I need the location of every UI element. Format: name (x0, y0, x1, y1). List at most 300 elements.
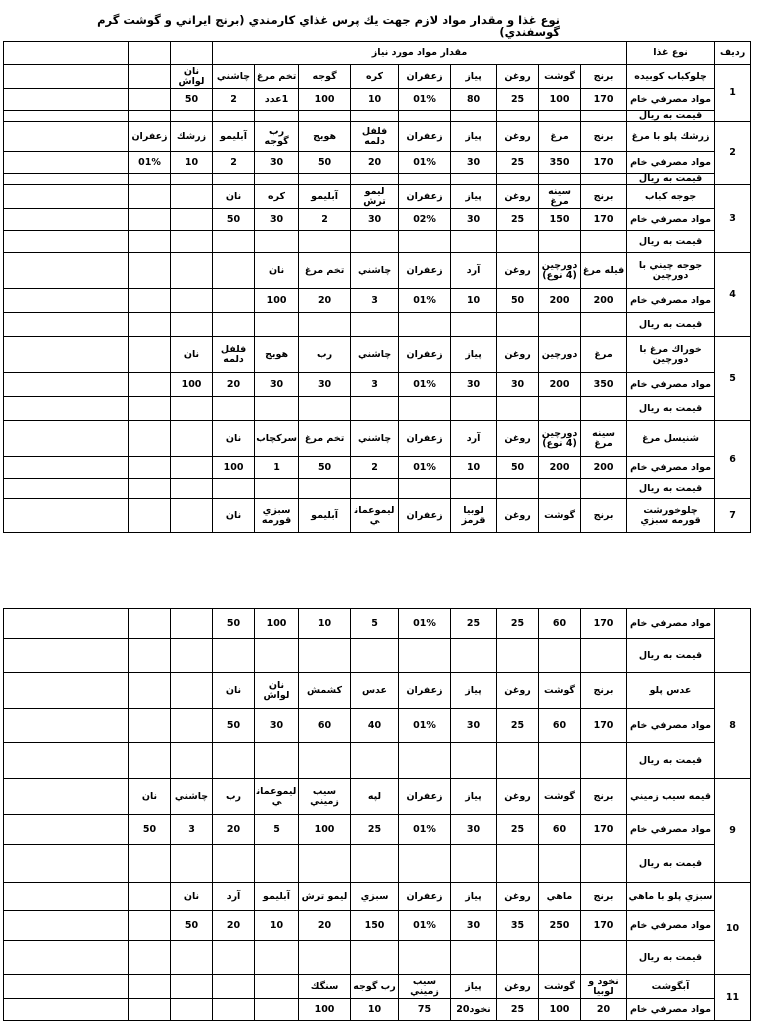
price-cell (4, 743, 129, 779)
price-row (4, 479, 751, 499)
food-name: سبزي پلو با ماهي (627, 883, 715, 911)
ingredient-quantity (129, 209, 171, 231)
ingredient-quantity: 01% (129, 152, 171, 174)
ingredient-quantity (4, 815, 129, 845)
ingredient-name (4, 337, 129, 373)
price-cell (539, 743, 581, 779)
ingredient-name: كره (255, 185, 299, 209)
price-label: قيمت به ريال (627, 743, 715, 779)
price-cell (539, 313, 581, 337)
ingredient-name: زعفران (399, 499, 451, 533)
price-cell (581, 111, 627, 122)
ingredient-name: روغن (497, 122, 539, 152)
price-cell (129, 313, 171, 337)
ingredient-quantity (171, 709, 213, 743)
ingredient-quantity: 60 (539, 815, 581, 845)
ingredient-name: گوشت (539, 65, 581, 89)
ingredient-quantity: 30 (451, 911, 497, 941)
price-cell (351, 743, 399, 779)
ingredient-quantity: 30 (497, 373, 539, 397)
price-label: قيمت به ريال (627, 479, 715, 499)
price-cell (451, 313, 497, 337)
ingredient-quantity: 50 (299, 152, 351, 174)
ingredient-quantity: 100 (255, 289, 299, 313)
ingredient-name: رب گوجه (351, 975, 399, 999)
ingredient-name: روغن (497, 337, 539, 373)
price-cell (299, 941, 351, 975)
price-cell (451, 845, 497, 883)
ingredient-name: رب گوجه (255, 122, 299, 152)
ingredient-name: زعفران (399, 65, 451, 89)
ingredient-quantity: 20 (581, 999, 627, 1021)
price-cell (497, 941, 539, 975)
ingredient-quantity: 100 (213, 457, 255, 479)
price-cell (299, 397, 351, 421)
price-cell (497, 111, 539, 122)
price-cell (581, 639, 627, 673)
ingredients-row (4, 975, 751, 999)
price-cell (581, 174, 627, 185)
ingredient-name: برنج (581, 673, 627, 709)
price-cell (299, 743, 351, 779)
ingredient-name (129, 673, 171, 709)
quantity-row (4, 89, 751, 111)
price-cell (351, 941, 399, 975)
quantity-row (4, 457, 751, 479)
price-label: قيمت به ريال (627, 639, 715, 673)
price-cell (299, 639, 351, 673)
price-cell (351, 313, 399, 337)
ingredient-name: دورچين (4 نوع) (539, 253, 581, 289)
ingredient-quantity: 150 (351, 911, 399, 941)
ingredient-name: گوشت (539, 779, 581, 815)
price-cell (451, 941, 497, 975)
raw-materials-label: مواد مصرفي خام (627, 999, 715, 1021)
ingredient-name: نان (255, 253, 299, 289)
raw-materials-label: مواد مصرفي خام (627, 89, 715, 111)
ingredient-name: سبزي (351, 883, 399, 911)
quantity-row (4, 373, 751, 397)
price-cell (255, 743, 299, 779)
price-cell (497, 231, 539, 253)
price-cell (539, 397, 581, 421)
raw-materials-label: مواد مصرفي خام (627, 289, 715, 313)
ingredient-quantity: 20 (299, 911, 351, 941)
price-cell (171, 111, 213, 122)
ingredients-row (4, 185, 751, 209)
ingredient-name: برنج (581, 883, 627, 911)
raw-materials-label: مواد مصرفي خام (627, 209, 715, 231)
price-cell (539, 479, 581, 499)
quantity-row (4, 209, 751, 231)
price-cell (351, 111, 399, 122)
price-row (4, 743, 751, 779)
row-number (715, 609, 751, 673)
price-cell (299, 479, 351, 499)
ingredient-quantity: 25 (451, 609, 497, 639)
ingredient-name (4, 673, 129, 709)
price-row (4, 941, 751, 975)
ingredient-quantity: 50 (213, 709, 255, 743)
row-number: 5 (715, 337, 751, 421)
ingredient-name: نان لواش (171, 65, 213, 89)
ingredient-name: گوشت (539, 673, 581, 709)
price-cell (497, 639, 539, 673)
ingredient-name: پياز (451, 122, 497, 152)
ingredient-quantity (171, 289, 213, 313)
ingredient-name: روغن (497, 975, 539, 999)
price-cell (497, 397, 539, 421)
price-cell (539, 111, 581, 122)
ingredient-name: چاشني (351, 253, 399, 289)
ingredient-quantity: 100 (299, 815, 351, 845)
price-cell (399, 313, 451, 337)
price-cell (213, 845, 255, 883)
ingredient-name (213, 253, 255, 289)
ingredient-quantity: 5 (255, 815, 299, 845)
price-cell (581, 941, 627, 975)
price-cell (451, 174, 497, 185)
ingredient-quantity: 170 (581, 89, 627, 111)
food-name: چلوخورشت قورمه سبزي (627, 499, 715, 533)
ingredient-name: لپه (351, 779, 399, 815)
food-name: آبگوشت (627, 975, 715, 999)
price-cell (129, 397, 171, 421)
ingredient-name: ليمو ترش (351, 185, 399, 209)
ingredient-name: كشمش (299, 673, 351, 709)
ingredients-row (4, 421, 751, 457)
ingredient-quantity: 25 (497, 152, 539, 174)
raw-materials-label: مواد مصرفي خام (627, 457, 715, 479)
price-cell (213, 639, 255, 673)
ingredient-name: رب (213, 779, 255, 815)
ingredient-quantity (171, 609, 213, 639)
price-cell (299, 174, 351, 185)
price-label: قيمت به ريال (627, 231, 715, 253)
row-number: 6 (715, 421, 751, 499)
ingredients-row (4, 883, 751, 911)
raw-materials-label: مواد مصرفي خام (627, 911, 715, 941)
ingredient-name: برنج (581, 779, 627, 815)
ingredient-name: زعفران (129, 122, 171, 152)
price-cell (539, 639, 581, 673)
price-cell (581, 231, 627, 253)
ingredient-quantity (129, 911, 171, 941)
ingredient-name: روغن (497, 499, 539, 533)
ingredient-name: آبليمو (299, 499, 351, 533)
quantity-row (4, 999, 751, 1021)
ingredient-quantity (171, 209, 213, 231)
ingredient-name: روغن (497, 185, 539, 209)
ingredient-name (129, 499, 171, 533)
ingredient-quantity: 25 (497, 709, 539, 743)
price-row (4, 639, 751, 673)
price-cell (451, 639, 497, 673)
ingredient-quantity: 1 (255, 457, 299, 479)
food-name: جوجه چيني با دورچين (627, 253, 715, 289)
ingredient-name: گوجه (299, 65, 351, 89)
ingredient-name: آبليمو (255, 883, 299, 911)
ingredient-quantity: 100 (539, 999, 581, 1021)
raw-materials-label: مواد مصرفي خام (627, 152, 715, 174)
ingredient-name: پياز (451, 185, 497, 209)
price-cell (497, 479, 539, 499)
ingredient-name: روغن (497, 673, 539, 709)
ingredient-quantity: 30 (451, 709, 497, 743)
price-cell (171, 639, 213, 673)
row-number: 9 (715, 779, 751, 883)
ingredient-name (129, 883, 171, 911)
price-cell (213, 397, 255, 421)
ingredients-row (4, 122, 751, 152)
ingredient-name (171, 975, 213, 999)
price-cell (451, 743, 497, 779)
price-cell (255, 111, 299, 122)
price-cell (351, 639, 399, 673)
price-cell (399, 397, 451, 421)
ingredient-name: سيب زميني (399, 975, 451, 999)
ingredient-name: پياز (451, 337, 497, 373)
ingredient-name: نان لواش (255, 673, 299, 709)
ingredient-quantity: 50 (497, 457, 539, 479)
ingredient-quantity (4, 609, 129, 639)
ingredient-quantity: 01% (399, 457, 451, 479)
ingredient-quantity: 200 (539, 289, 581, 313)
ingredient-name: نان (213, 421, 255, 457)
ingredient-name (213, 975, 255, 999)
ingredient-name: پياز (451, 779, 497, 815)
food-name: قيمه سيب زميني (627, 779, 715, 815)
ingredient-quantity (129, 89, 171, 111)
price-row (4, 313, 751, 337)
ingredient-name: دورچين (539, 337, 581, 373)
ingredient-quantity: 25 (497, 209, 539, 231)
price-cell (213, 111, 255, 122)
ingredient-quantity: 250 (539, 911, 581, 941)
ingredient-quantity (213, 289, 255, 313)
ingredient-name: برنج (581, 65, 627, 89)
ingredient-quantity: 2 (351, 457, 399, 479)
price-cell (129, 174, 171, 185)
price-cell (539, 231, 581, 253)
price-cell (351, 479, 399, 499)
ingredient-quantity: 80 (451, 89, 497, 111)
price-cell (581, 845, 627, 883)
row-number: 3 (715, 185, 751, 253)
ingredient-quantity (4, 373, 129, 397)
ingredient-name: زعفران (399, 185, 451, 209)
price-row (4, 174, 751, 185)
ingredient-name: هويج (255, 337, 299, 373)
price-label: قيمت به ريال (627, 111, 715, 122)
ingredient-name: مرغ (539, 122, 581, 152)
food-name: عدس پلو (627, 673, 715, 709)
ingredient-name: روغن (497, 779, 539, 815)
price-row (4, 397, 751, 421)
ingredient-name: نان (213, 673, 255, 709)
ingredient-name: دورچين (4 نوع) (539, 421, 581, 457)
ingredient-name: آرد (451, 253, 497, 289)
ingredient-quantity: 25 (497, 815, 539, 845)
ingredient-quantity (4, 152, 129, 174)
ingredient-quantity: 10 (299, 609, 351, 639)
ingredient-quantity (4, 999, 129, 1021)
ingredient-name: سيب زميني (299, 779, 351, 815)
ingredient-name (255, 975, 299, 999)
ingredient-name (4, 253, 129, 289)
price-cell (255, 639, 299, 673)
ingredient-quantity: 01% (399, 609, 451, 639)
quantity-row (4, 152, 751, 174)
price-cell (129, 941, 171, 975)
quantity-row (4, 709, 751, 743)
ingredient-quantity: 170 (581, 815, 627, 845)
ingredient-name (4, 122, 129, 152)
ingredient-quantity: 2 (213, 152, 255, 174)
ingredient-quantity (129, 999, 171, 1021)
ingredient-name: سينه مرغ (581, 421, 627, 457)
price-cell (213, 174, 255, 185)
price-cell (581, 397, 627, 421)
ingredient-name (4, 185, 129, 209)
ingredient-name: لوبيا قرمز (451, 499, 497, 533)
ingredient-quantity: 01% (399, 289, 451, 313)
ingredient-quantity: 30 (255, 709, 299, 743)
row-number: 7 (715, 499, 751, 533)
ingredient-name (129, 185, 171, 209)
price-cell (539, 845, 581, 883)
ingredient-name: نخود و لوبيا (581, 975, 627, 999)
ingredient-quantity: 20 (213, 911, 255, 941)
ingredient-quantity: 20 (213, 373, 255, 397)
ingredient-quantity: 100 (255, 609, 299, 639)
ingredient-quantity (255, 999, 299, 1021)
ingredient-quantity: 1عدد (255, 89, 299, 111)
price-cell (299, 231, 351, 253)
ingredient-name: هويج (299, 122, 351, 152)
row-number: 1 (715, 65, 751, 122)
ingredient-name: ليموعماني (351, 499, 399, 533)
price-cell (497, 845, 539, 883)
ingredient-name: پياز (451, 673, 497, 709)
price-cell (129, 479, 171, 499)
price-cell (213, 479, 255, 499)
ingredient-quantity: 30 (255, 152, 299, 174)
ingredient-quantity: 30 (351, 209, 399, 231)
price-cell (255, 397, 299, 421)
ingredient-quantity: 200 (581, 457, 627, 479)
ingredient-name: زعفران (399, 779, 451, 815)
ingredient-name (171, 253, 213, 289)
price-cell (255, 231, 299, 253)
price-cell (497, 743, 539, 779)
ingredient-quantity: 10 (451, 289, 497, 313)
ingredient-quantity: 01% (399, 911, 451, 941)
ingredient-quantity: 01% (399, 373, 451, 397)
ingredient-quantity: 50 (213, 209, 255, 231)
price-cell (129, 743, 171, 779)
price-cell (497, 313, 539, 337)
ingredient-name (4, 975, 129, 999)
ingredient-quantity (171, 999, 213, 1021)
ingredient-name (129, 337, 171, 373)
ingredient-quantity: 350 (539, 152, 581, 174)
ingredient-quantity: 60 (539, 709, 581, 743)
ingredient-quantity: 3 (351, 373, 399, 397)
price-cell (171, 941, 213, 975)
ingredient-quantity: 170 (581, 709, 627, 743)
ingredient-quantity: 10 (255, 911, 299, 941)
ingredient-name: چاشني (213, 65, 255, 89)
ingredient-quantity: 200 (539, 457, 581, 479)
ingredient-quantity: 50 (299, 457, 351, 479)
ingredient-quantity: 200 (539, 373, 581, 397)
price-cell (4, 845, 129, 883)
ingredient-name: سبزي قورمه (255, 499, 299, 533)
ingredient-name: پياز (451, 65, 497, 89)
ingredient-quantity (4, 289, 129, 313)
price-cell (299, 313, 351, 337)
quantity-row (4, 289, 751, 313)
raw-materials-label: مواد مصرفي خام (627, 709, 715, 743)
ingredient-name: پياز (451, 975, 497, 999)
price-cell (255, 313, 299, 337)
price-cell (213, 231, 255, 253)
raw-materials-label: مواد مصرفي خام (627, 609, 715, 639)
ingredient-quantity: 2 (213, 89, 255, 111)
ingredient-name: ليموعماني (255, 779, 299, 815)
price-cell (4, 639, 129, 673)
ingredient-name: زرشك (171, 122, 213, 152)
food-name: چلوكباب كوبيده (627, 65, 715, 89)
ingredient-quantity (129, 609, 171, 639)
ingredient-quantity: 30 (451, 373, 497, 397)
ingredient-quantity: 30 (451, 152, 497, 174)
ingredient-quantity: 25 (497, 999, 539, 1021)
ingredient-name: عدس (351, 673, 399, 709)
price-cell (213, 941, 255, 975)
price-cell (399, 174, 451, 185)
price-cell (171, 231, 213, 253)
ingredient-quantity: 100 (539, 89, 581, 111)
price-cell (399, 845, 451, 883)
ingredient-quantity (129, 709, 171, 743)
price-cell (581, 479, 627, 499)
price-cell (213, 313, 255, 337)
price-cell (581, 743, 627, 779)
ingredient-name: زعفران (399, 337, 451, 373)
ingredient-quantity: 10 (351, 89, 399, 111)
price-cell (171, 397, 213, 421)
ingredient-quantity: 01% (399, 152, 451, 174)
ingredient-quantity: 10 (351, 999, 399, 1021)
ingredient-name: چاشني (351, 337, 399, 373)
food-name: زرشك پلو با مرغ (627, 122, 715, 152)
ingredient-quantity: 20 (213, 815, 255, 845)
price-cell (399, 743, 451, 779)
price-cell (451, 479, 497, 499)
ingredient-name: فلفل دلمه (351, 122, 399, 152)
ingredient-quantity: 01% (399, 89, 451, 111)
ingredient-name: سركچاب (255, 421, 299, 457)
quantity-row (4, 609, 751, 639)
price-label: قيمت به ريال (627, 941, 715, 975)
row-number: 2 (715, 122, 751, 185)
header-materials: مقدار مواد مورد نياز (213, 42, 627, 65)
price-cell (4, 231, 129, 253)
ingredient-name (129, 975, 171, 999)
ingredient-quantity: 25 (351, 815, 399, 845)
